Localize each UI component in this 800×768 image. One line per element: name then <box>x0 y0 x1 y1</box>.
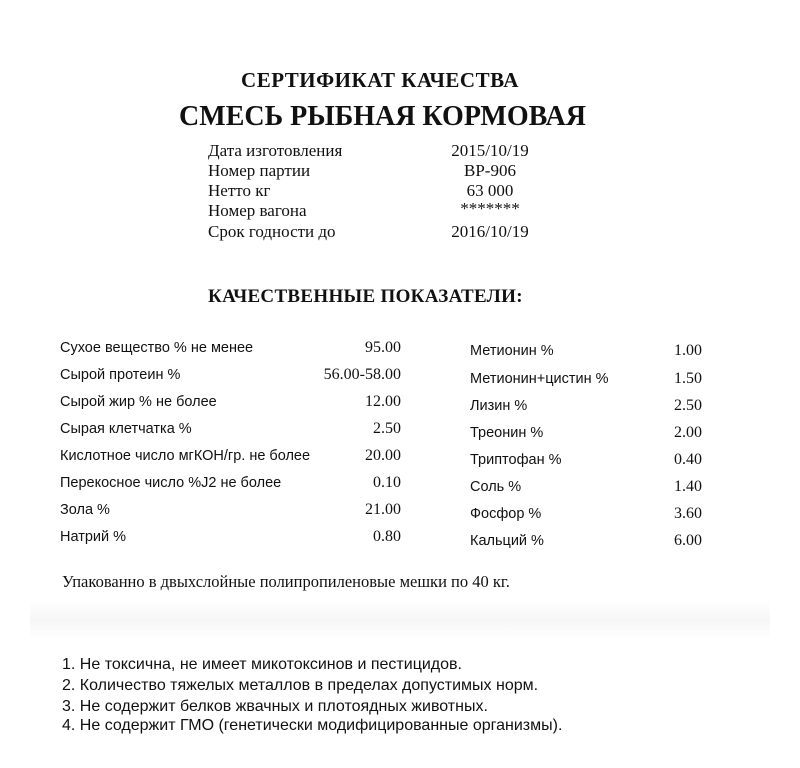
info-value: 63 000 <box>466 181 514 200</box>
indicator-name: Соль % <box>470 479 522 495</box>
info-value: 2015/10/19 <box>451 141 529 160</box>
indicator-name: Сырая клетчатка % <box>60 421 192 437</box>
indicator-value: 21.00 <box>365 501 401 518</box>
section-title: КАЧЕСТВЕННЫЕ ПОКАЗАТЕЛИ: <box>208 286 523 307</box>
indicator-value: 2.00 <box>674 424 702 441</box>
indicator-value: 0.40 <box>674 451 702 468</box>
indicator-value: 95.00 <box>365 339 401 356</box>
info-value: ******* <box>460 199 520 218</box>
indicator-value: 0.80 <box>373 528 401 545</box>
indicator-value: 20.00 <box>365 447 401 464</box>
indicator-name: Зола % <box>60 502 110 518</box>
info-value: 2016/10/19 <box>451 222 529 241</box>
indicator-value: 56.00-58.00 <box>323 366 401 383</box>
indicator-name: Триптофан % <box>470 452 562 468</box>
note-item: 4. Не содержит ГМО (генетически модифицированные организмы). <box>62 717 563 734</box>
note-item: 3. Не содержит белков жвачных и плотоядных животных. <box>62 698 488 715</box>
indicator-name: Натрий % <box>60 529 127 545</box>
indicator-value: 1.00 <box>674 342 702 359</box>
info-value: BP-906 <box>464 161 516 180</box>
indicator-name: Сырой протеин % <box>60 367 181 383</box>
product-name: СМЕСЬ РЫБНАЯ КОРМОВАЯ <box>179 101 586 132</box>
indicator-name: Кислотное число мгКОН/гр. не более <box>60 448 311 464</box>
indicator-value: 12.00 <box>365 393 401 410</box>
indicator-name: Лизин % <box>470 398 528 414</box>
note-item: 1. Не токсична, не имеет микотоксинов и пестицидов. <box>62 656 462 673</box>
indicator-name: Кальций % <box>470 533 544 549</box>
indicator-name: Сухое вещество % не менее <box>60 340 254 356</box>
indicator-value: 2.50 <box>674 397 702 414</box>
note-item: 2. Количество тяжелых металлов в пределах допустимых норм. <box>62 677 539 694</box>
indicator-name: Метионин % <box>470 343 554 359</box>
info-label: Дата изготовления <box>208 141 343 160</box>
indicator-value: 6.00 <box>674 532 702 549</box>
info-label: Номер партии <box>208 161 311 180</box>
packaging-text: Упакованно в двыхслойные полипропиленовые мешки по 40 кг. <box>62 572 510 591</box>
info-label: Нетто кг <box>208 181 271 200</box>
indicator-name: Фосфор % <box>470 506 542 522</box>
scan-smudge <box>30 600 770 640</box>
indicator-name: Перекосное число %J2 не более <box>60 475 282 491</box>
indicator-value: 1.40 <box>674 478 702 495</box>
indicator-name: Метионин+цистин % <box>470 371 609 387</box>
indicator-value: 3.60 <box>674 505 702 522</box>
info-label: Срок годности до <box>208 222 336 241</box>
indicator-value: 1.50 <box>674 370 702 387</box>
indicator-value: 0.10 <box>373 474 401 491</box>
indicator-name: Треонин % <box>470 425 544 441</box>
indicator-value: 2.50 <box>373 420 401 437</box>
indicator-name: Сырой жир % не более <box>60 394 217 410</box>
certificate-title: СЕРТИФИКАТ КАЧЕСТВА <box>241 68 519 92</box>
info-label: Номер вагона <box>208 201 307 220</box>
